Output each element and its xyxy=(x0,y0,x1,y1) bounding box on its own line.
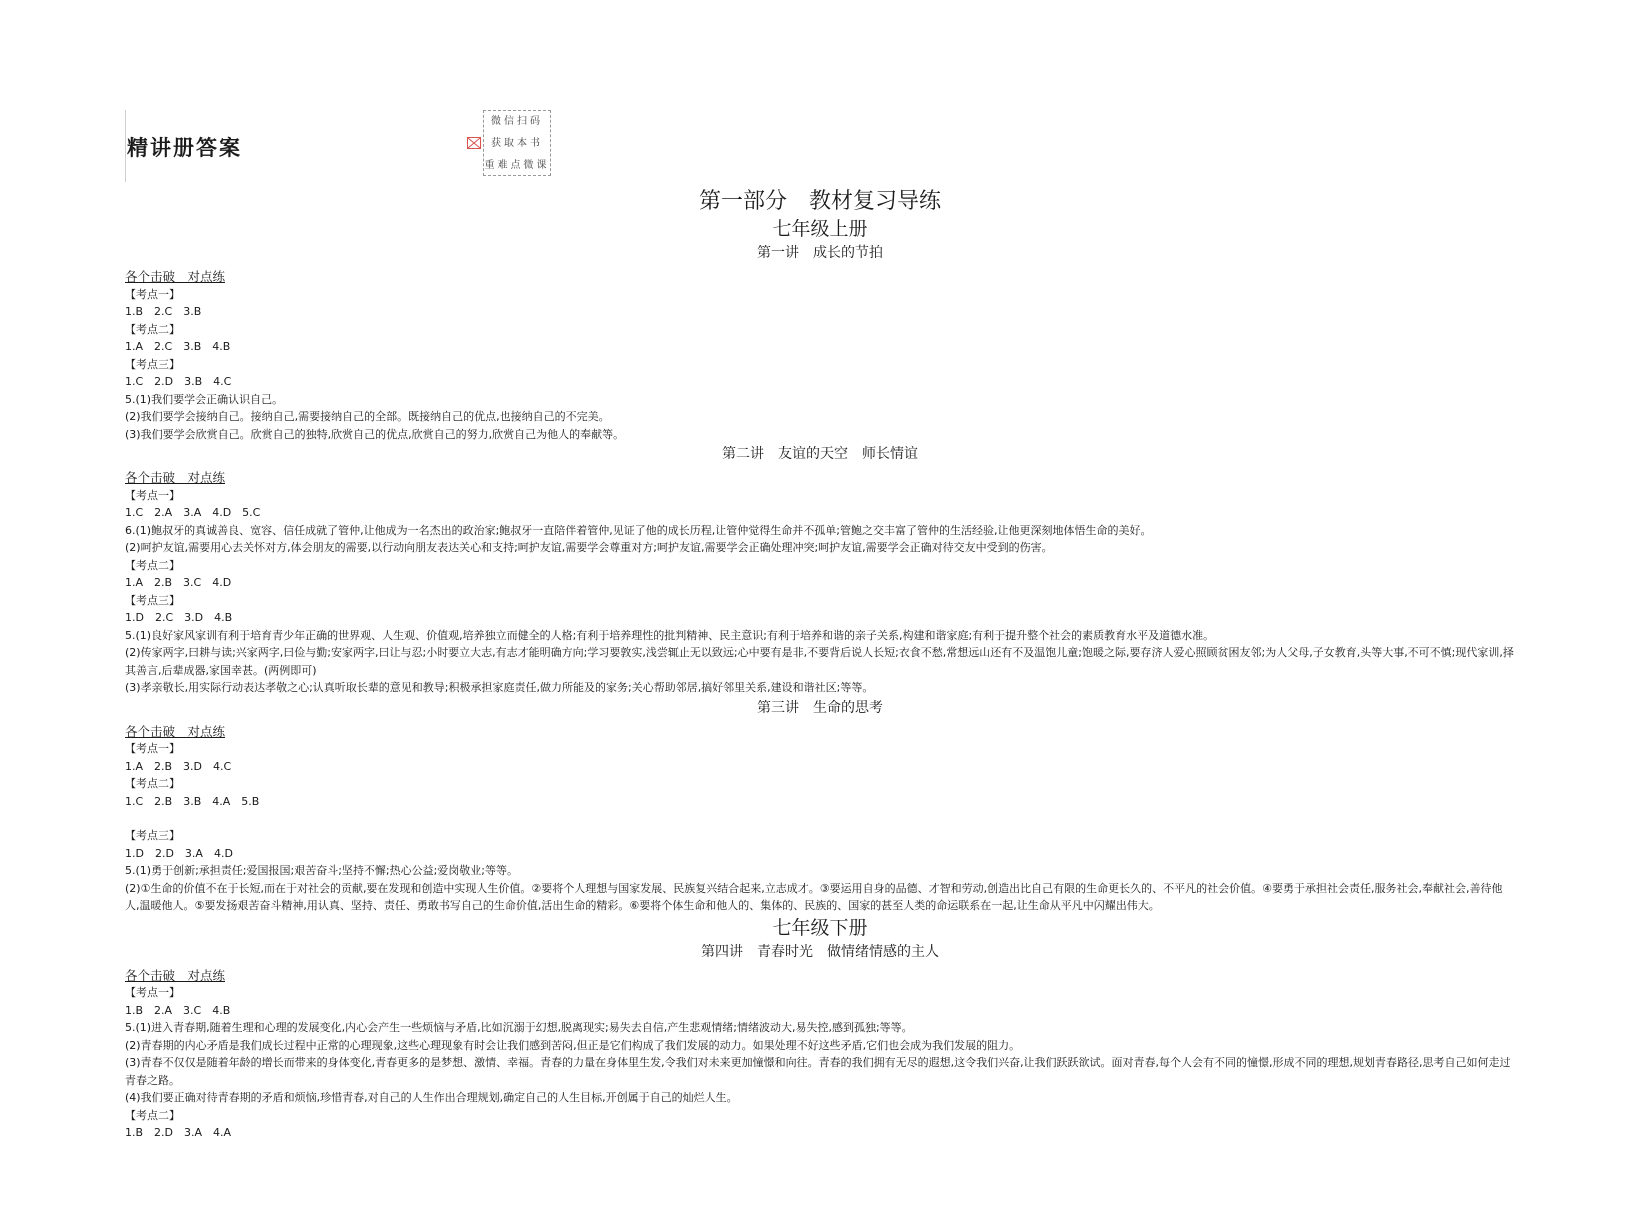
kaodian-label: 【考点三】 xyxy=(125,593,180,607)
answer-line: 1.B 2.A 3.C 4.B xyxy=(125,1003,231,1017)
header-side-rule xyxy=(125,110,126,182)
kaodian-label: 【考点二】 xyxy=(125,777,180,790)
section-heading: 各个击破 对点练 xyxy=(125,269,226,284)
answer-line: (2)呵护友谊,需要用心去关怀对方,体会朋友的需要,以行动向朋友表达关心和支持;呵护友谊,需要学会尊重对方;呵护友谊,需要学会正确处理冲突;呵护友谊,需要学会正确对待交友中受到的伤害。 xyxy=(125,541,1053,554)
answer-content xyxy=(125,188,1515,1142)
answer-line: 1.A 2.B 3.C 4.D xyxy=(125,576,232,589)
kaodian-label: 【考点二】 xyxy=(125,558,180,572)
answer-line: 1.C 2.B 3.B 4.A 5.B xyxy=(125,794,260,808)
kaodian-label: 【考点三】 xyxy=(125,357,180,371)
kaodian-label: 【考点一】 xyxy=(125,986,180,999)
answer-line: (2)①生命的价值不在于长短,而在于对社会的贡献,要在发现和创造中实现人生价值。②要将个人理想与国家发展、民族复兴结合起来,立志成才。③要运用自身的品德、才智和劳动,创造出比自己有限的生命更长久的、不平凡的社会价值。④要勇于承担社会责任,服务社会,奉献社会,善待他人,温暖他人。⑤要发扬艰苦奋斗精神,用认真、坚持、责任、勇敢书写自己的生命价值,活出生命的精彩。⑥要将个体生命和他人的、集体的、民族的、国家的甚至人类的命运联系在一起,让生命从平凡中闪耀出伟大。 xyxy=(125,881,1503,912)
answer-line: 1.B 2.D 3.A 4.A xyxy=(125,1126,232,1139)
answer-line: (4)我们要正确对待青春期的矛盾和烦恼,珍惜青春,对自己的人生作出合理规划,确定自己的人生目标,开创属于自己的灿烂人生。 xyxy=(125,1091,738,1104)
kaodian-label: 【考点一】 xyxy=(125,287,180,301)
section-heading: 各个击破 对点练 xyxy=(125,470,226,485)
answer-line: (2)我们要学会接纳自己。接纳自己,需要接纳自己的全部。既接纳自己的优点,也接纳自己的不完美。 xyxy=(125,410,610,423)
qr-code-box[interactable] xyxy=(483,110,551,176)
lecture-1-title: 第一讲 成长的节拍 xyxy=(757,245,883,261)
lecture-2-title: 第二讲 友谊的天空 师长情谊 xyxy=(722,446,918,462)
section-heading: 各个击破 对点练 xyxy=(125,967,226,983)
answer-line: (3)我们要学会欣赏自己。欣赏自己的独特,欣赏自己的优点,欣赏自己的努力,欣赏自己为他人的奉献等。 xyxy=(125,427,625,441)
grade-title-2: 七年级下册 xyxy=(772,916,868,939)
answer-line: 1.D 2.D 3.A 4.D xyxy=(125,846,233,860)
grade-title-1: 七年级上册 xyxy=(772,218,868,240)
answer-line: 1.A 2.C 3.B 4.B xyxy=(125,340,231,353)
lecture-4-title: 第四讲 青春时光 做情绪情感的主人 xyxy=(701,943,939,960)
answer-line: (2)青春期的内心矛盾是我们成长过程中正常的心理现象,这些心理现象有时会让我们感到苦闷,但正是它们构成了我们发展的动力。如果处理不好这些矛盾,它们也会成为我们发展的阻力。 xyxy=(125,1038,1021,1052)
kaodian-label: 【考点三】 xyxy=(125,829,180,842)
qr-line-3: 重难点微课 xyxy=(484,160,550,171)
kaodian-label: 【考点一】 xyxy=(125,742,180,755)
answer-line: 5.(1)良好家风家训有利于培育青少年正确的世界观、人生观、价值观,培养独立而健全的人格;有利于培养理性的批判精神、民主意识;有利于培养和谐的亲子关系,构建和谐家庭;有利于提升整个社会的素质教育水平及道德水准。 xyxy=(125,628,1215,642)
answer-line: (3)孝亲敬长,用实际行动表达孝敬之心;认真听取长辈的意见和教导;积极承担家庭责任,做力所能及的家务;关心帮助邻居,搞好邻里关系,建设和谐社区;等等。 xyxy=(125,681,874,694)
lecture-3-title: 第三讲 生命的思考 xyxy=(757,699,883,716)
answer-line: 1.A 2.B 3.D 4.C xyxy=(125,759,232,773)
answer-line: 6.(1)鲍叔牙的真诚善良、宽容、信任成就了管仲,让他成为一名杰出的政治家;鲍叔牙一直陪伴着管仲,见证了他的成长历程,让管仲觉得生命并不孤单;管鲍之交丰富了管仲的生活经验,让他更深刻地体悟生命的美好。 xyxy=(125,523,1152,537)
kaodian-label: 【考点一】 xyxy=(125,488,180,502)
answer-line: 1.B 2.C 3.B xyxy=(125,305,202,318)
qr-line-1: 微信扫码 xyxy=(491,116,543,127)
answer-line: 1.C 2.A 3.A 4.D 5.C xyxy=(125,506,261,519)
kaodian-label: 【考点二】 xyxy=(125,1108,180,1122)
answer-line: 1.C 2.D 3.B 4.C xyxy=(125,375,232,388)
close-icon xyxy=(467,137,481,149)
qr-line-2: 获取本书 xyxy=(491,138,543,149)
kaodian-label: 【考点二】 xyxy=(125,322,180,336)
answer-line: 5.(1)我们要学会正确认识自己。 xyxy=(125,392,284,406)
answer-line: (3)青春不仅仅是随着年龄的增长而带来的身体变化,青春更多的是梦想、激情、幸福。青春的力量在身体里生发,令我们对未来更加憧憬和向往。青春的我们拥有无尽的遐想,这令我们兴奋,让我们跃跃欲试。面对青春,每个人会有不同的憧憬,形成不同的理想,规划青春路径,思考自己如何走过青春之路。 xyxy=(125,1056,1511,1087)
answer-line: 1.D 2.C 3.D 4.B xyxy=(125,611,233,624)
part-title: 第一部分 教材复习导练 xyxy=(698,189,941,214)
answer-line: (2)传家两字,曰耕与读;兴家两字,曰俭与勤;安家两字,曰让与忍;小时要立大志,有志才能明确方向;学习要敦实,浅尝辄止无以致远;心中要有是非,不要背后说人长短;衣食不愁,常想远山还有不及温饱儿童;饱暖之际,要存济人爱心照顾贫困友邻;为人父母,子女教育,头等大事,不可不慎;现代家训,择其善言,后辈成器,家国幸甚。(两例即可) xyxy=(125,646,1514,677)
answer-line: 5.(1)勇于创新;承担责任;爱国报国;艰苦奋斗;坚持不懈;热心公益;爱岗敬业;等等。 xyxy=(125,864,519,877)
section-heading: 各个击破 对点练 xyxy=(125,723,226,739)
spacer xyxy=(125,810,1515,827)
answer-line: 5.(1)进入青春期,随着生理和心理的发展变化,内心会产生一些烦恼与矛盾,比如沉溺于幻想,脱离现实;易失去自信,产生悲观情绪;情绪波动大,易失控,感到孤独;等等。 xyxy=(125,1021,913,1034)
book-title: 精讲册答案 xyxy=(127,135,242,160)
page-header xyxy=(125,110,585,182)
